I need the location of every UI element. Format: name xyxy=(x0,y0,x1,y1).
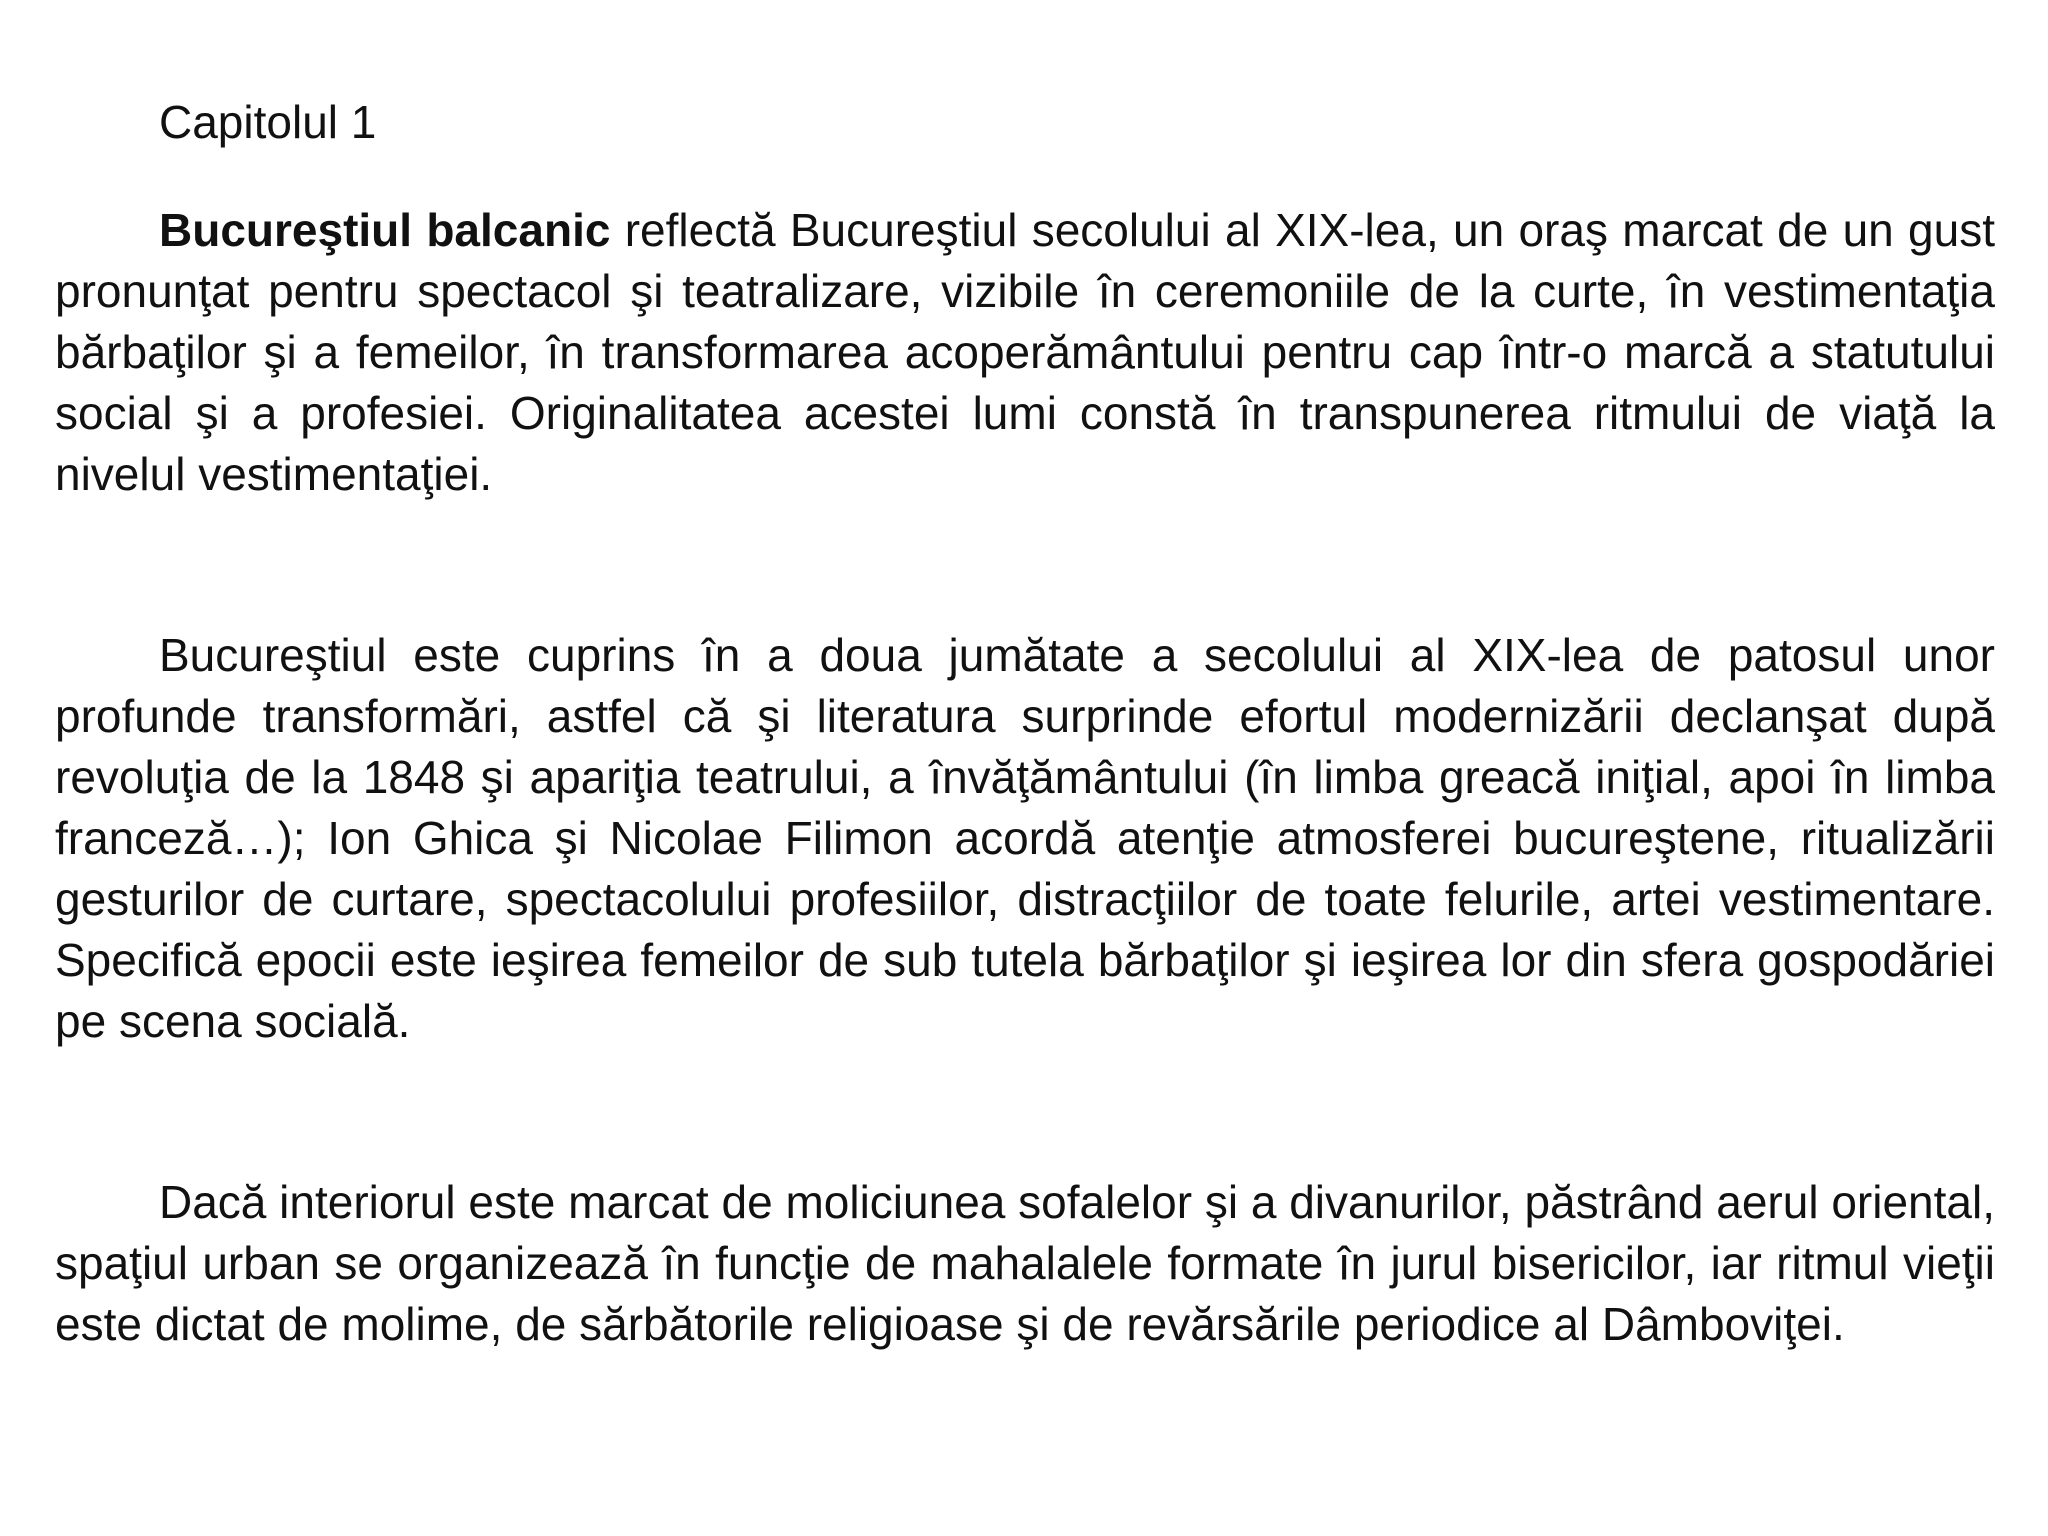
paragraph-3 xyxy=(55,1172,1995,1355)
paragraph-3-text: Dacă interiorul este marcat de moliciunea sofalelor şi a divanurilor, păstrând aerul oriental, spaţiul urban se organizează în funcţie de mahalalele formate în jurul bisericilor, iar ritmul vieţii este dictat de molime, de sărbătorile religioase şi de revărsările periodice al Dâmboviţei. xyxy=(55,1176,1995,1350)
chapter-heading: Capitolul 1 xyxy=(159,96,377,148)
document-page xyxy=(55,92,1995,1355)
paragraph-1-text: reflectă Bucureştiul secolului al XIX-lea, un oraş marcat de un gust pronunţat pentru spectacol şi teatralizare, vizibile în ceremoniile de la curte, în vestimentaţia bărbaţilor şi a femeilor, în transformarea acoperământului pentru cap într-o marcă a statutului social şi a profesiei. Originalitatea acestei lumi constă în transpunerea ritmului de viaţă la nivelul vestimentaţiei. xyxy=(55,204,1995,500)
paragraph-1-bold-lead: Bucureştiul balcanic xyxy=(159,204,611,256)
paragraph-1 xyxy=(55,200,1995,505)
paragraph-2-text: Bucureştiul este cuprins în a doua jumătate a secolului al XIX-lea de patosul unor profunde transformări, astfel că şi literatura surprinde efortul modernizării declanşat după revoluţia de la 1848 şi apariţia teatrului, a învăţământului (în limba greacă iniţial, apoi în limba franceză…); Ion Ghica şi Nicolae Filimon acordă atenţie atmosferei bucureştene, ritualizării gesturilor de curtare, spectacolului profesiilor, distracţiilor de toate felurile, artei vestimentare. Specifică epocii este ieşirea femeilor de sub tutela bărbaţilor şi ieşirea lor din sfera gospodăriei pe scena socială. xyxy=(55,629,1995,1047)
paragraph-2 xyxy=(55,625,1995,1052)
